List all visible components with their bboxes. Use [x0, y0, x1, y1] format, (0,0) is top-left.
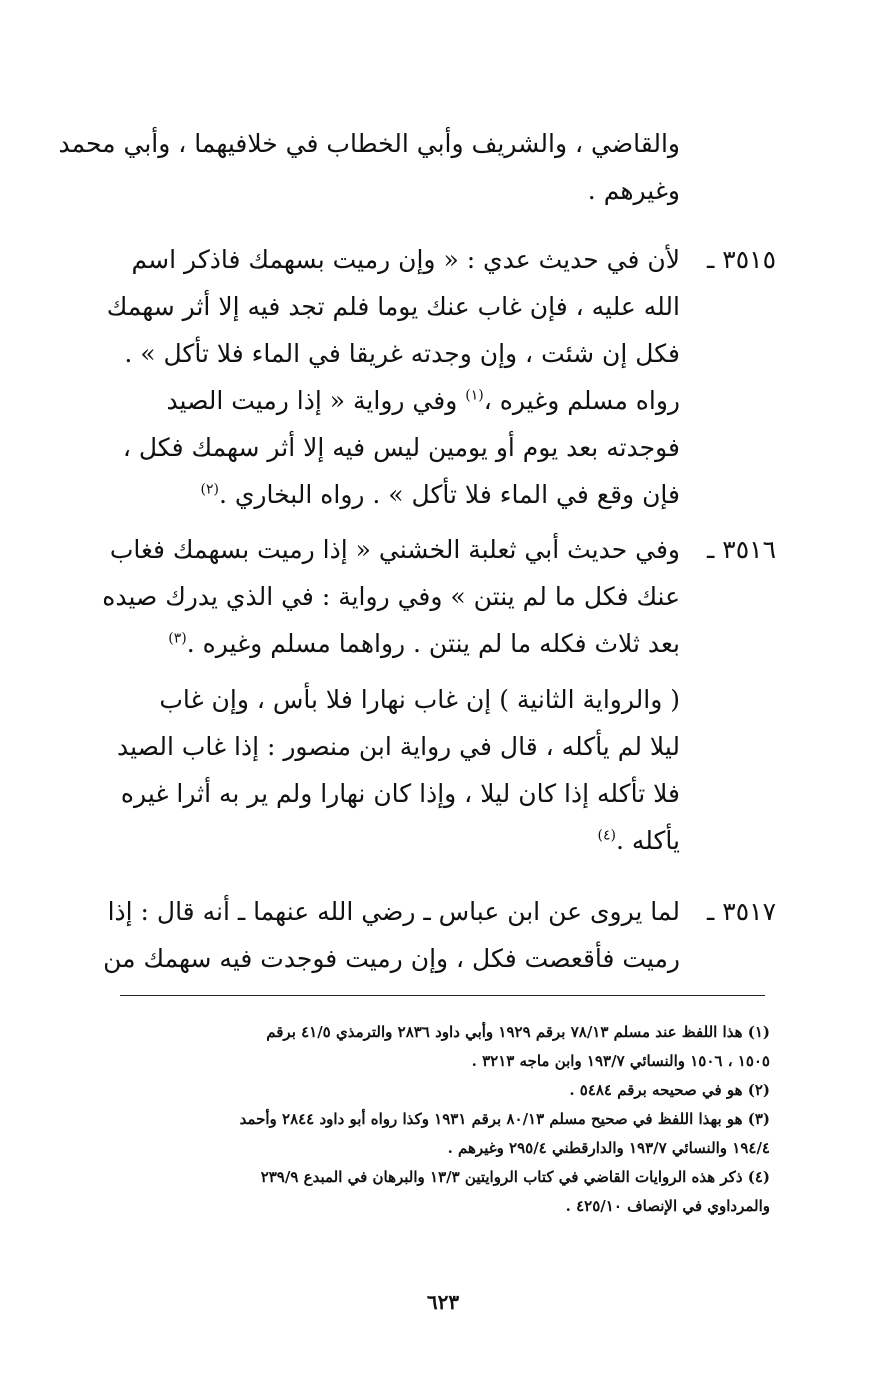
text-line — [120, 471, 680, 518]
footnote-divider — [120, 995, 765, 996]
footnote-line: (٣) هو بهذا اللفظ في صحيح مسلم ٨٠/١٣ برقم ١٩٣١ وكذا رواه أبو داود ٢٨٤٤ وأحمد — [239, 1110, 770, 1128]
footnote-line: والمرداوي في الإنصاف ٤٢٥/١٠ . — [565, 1197, 770, 1215]
footnotes — [110, 1018, 770, 1221]
text-segment: يأكله . — [615, 826, 680, 855]
text-line: لما يروى عن ابن عباس ـ رضي الله عنهما ـ أنه قال : إذا — [107, 897, 680, 926]
footnote-ref: (١) — [465, 387, 484, 404]
entry-number: ٣٥١٧ ـ — [707, 897, 776, 926]
text-line — [120, 377, 680, 424]
text-segment: رواه مسلم وغيره ، — [483, 386, 680, 415]
text-line: فلا تأكله إذا كان ليلا ، وإذا كان نهارا ولم ير به أثرا غيره — [120, 779, 680, 808]
entry-number: ٣٥١٥ ـ — [707, 245, 776, 274]
entry-paragraph-3516 — [102, 526, 680, 667]
entry-paragraph-3515 — [106, 236, 680, 518]
text-line: ( والرواية الثانية ) إن غاب نهارا فلا بأس ، وإن غاب — [159, 685, 680, 714]
footnote-line: ١٩٤/٤ والنسائي ١٩٣/٧ والدارقطني ٢٩٥/٤ وغيرهم . — [447, 1139, 770, 1157]
text-line: وغيرهم . — [587, 176, 680, 205]
entry-number: ٣٥١٦ ـ — [707, 535, 776, 564]
text-segment: فإن وقع في الماء فلا تأكل » . رواه البخاري . — [218, 480, 680, 509]
text-line: لأن في حديث عدي : « وإن رميت بسهمك فاذكر اسم — [131, 245, 680, 274]
footnote-line: (١) هذا اللفظ عند مسلم ٧٨/١٣ برقم ١٩٢٩ وأبي داود ٢٨٣٦ والترمذي ٤١/٥ برقم — [266, 1023, 770, 1041]
text-line: والقاضي ، والشريف وأبي الخطاب في خلافيهما ، وأبي محمد — [58, 129, 680, 158]
page-number: ٦٢٣ — [426, 1290, 460, 1314]
footnote-ref: (٢) — [200, 481, 219, 498]
text-line — [120, 620, 680, 667]
text-line: فوجدته بعد يوم أو يومين ليس فيه إلا أثر سهمك فكل ، — [122, 433, 680, 462]
text-line: ليلا لم يأكله ، قال في رواية ابن منصور : إذا غاب الصيد — [116, 732, 680, 761]
text-segment: وفي رواية « إذا رميت الصيد — [166, 386, 458, 415]
footnote-line: ١٥٠٥ ، ١٥٠٦ والنسائي ١٩٣/٧ وابن ماجه ٣٢١٣ . — [471, 1052, 770, 1070]
text-line: فكل إن شئت ، وإن وجدته غريقا في الماء فلا تأكل » . — [124, 339, 680, 368]
footnote-ref: (٤) — [597, 827, 616, 844]
text-segment: بعد ثلاث فكله ما لم ينتن . رواهما مسلم وغيره . — [186, 629, 680, 658]
text-line — [120, 817, 680, 864]
second-narration-paragraph — [116, 676, 680, 864]
continuation-paragraph — [58, 120, 680, 214]
entry-paragraph-3517 — [103, 888, 680, 982]
footnote-line: (٤) ذكر هذه الروايات القاضي في كتاب الروايتين ١٣/٣ والبرهان في المبدع ٢٣٩/٩ — [260, 1168, 770, 1186]
text-line: الله عليه ، فإن غاب عنك يوما فلم تجد فيه إلا أثر سهمك — [106, 292, 680, 321]
footnote-line: (٢) هو في صحيحه برقم ٥٤٨٤ . — [569, 1081, 770, 1099]
text-line: وفي حديث أبي ثعلبة الخشني « إذا رميت بسهمك فغاب — [109, 535, 680, 564]
text-line: رميت فأقعصت فكل ، وإن رميت فوجدت فيه سهمك من — [103, 944, 680, 973]
footnote-ref: (٣) — [168, 630, 187, 647]
text-line: عنك فكل ما لم ينتن » وفي رواية : في الذي يدرك صيده — [102, 582, 680, 611]
